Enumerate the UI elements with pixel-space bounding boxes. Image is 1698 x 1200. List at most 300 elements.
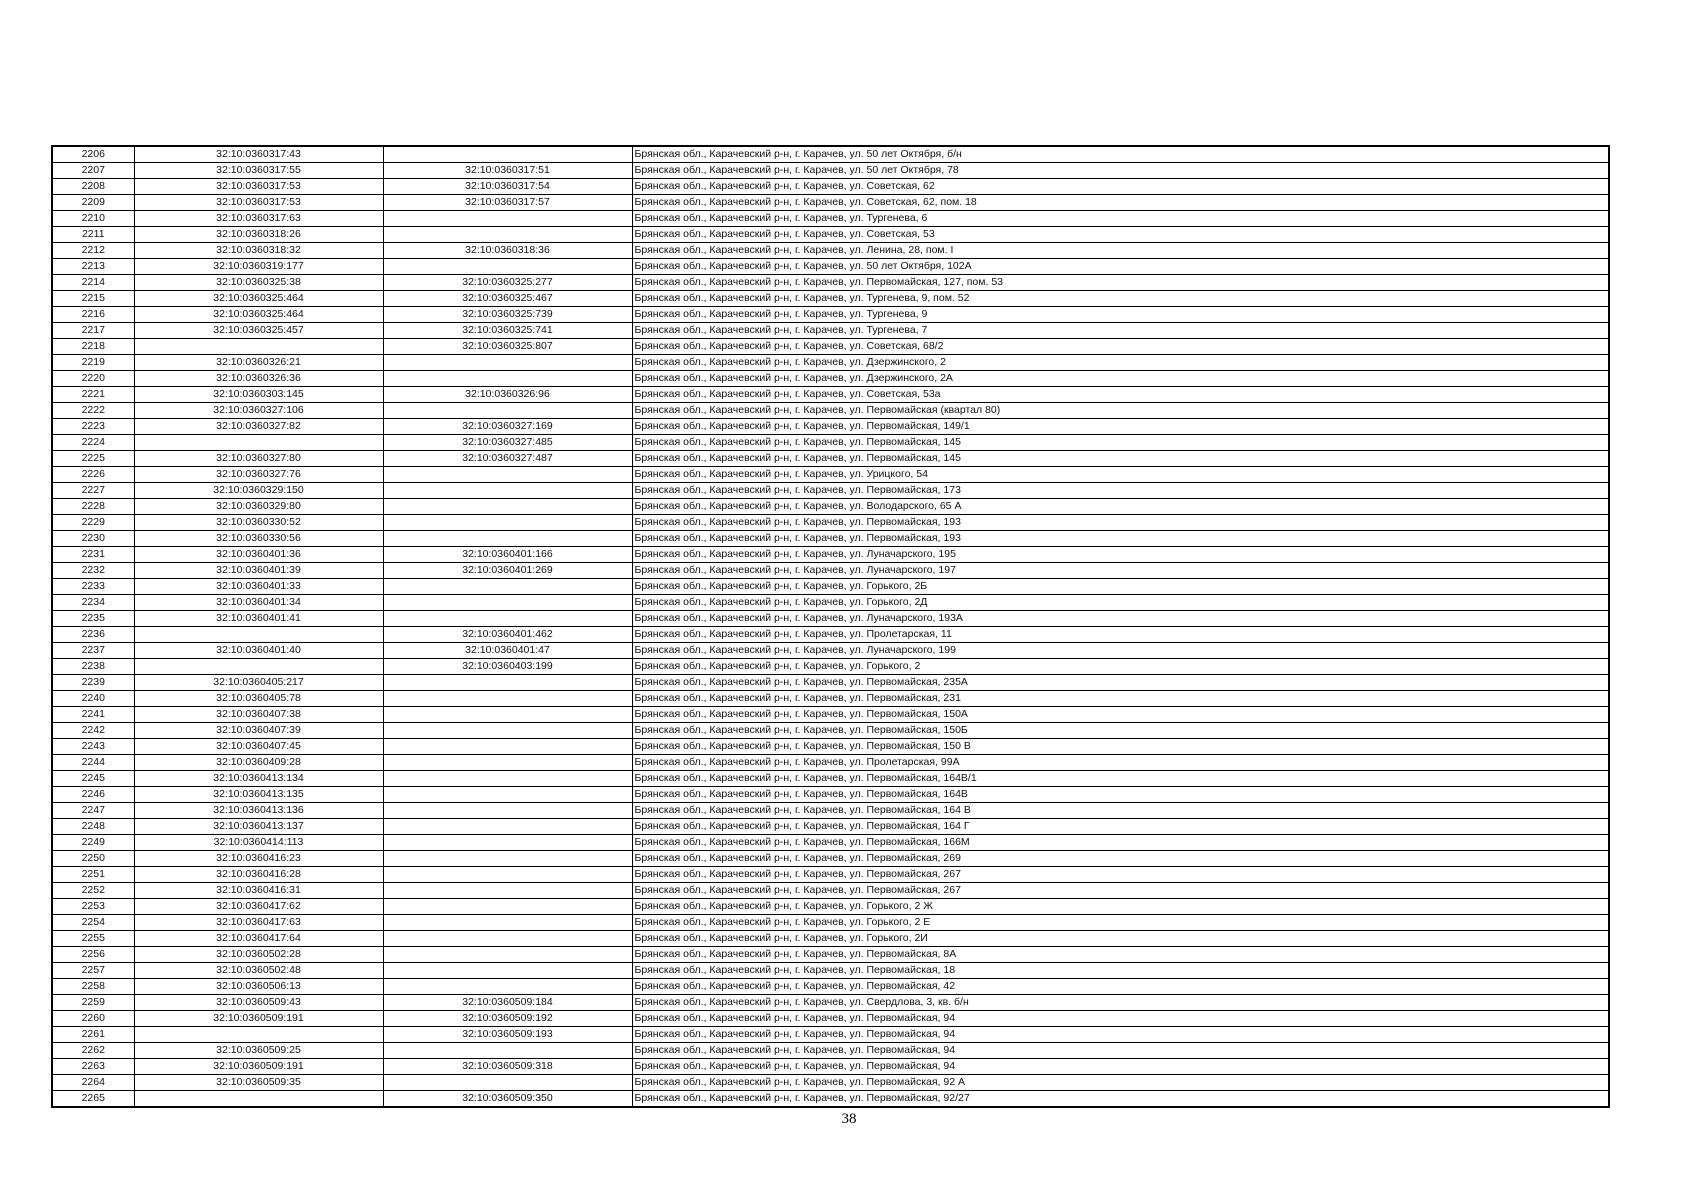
table-row [52, 275, 1609, 291]
address: Брянская обл., Карачевский р-н, г. Карачев, ул. Первомайская, 173 [632, 483, 1609, 499]
related-cadastral-number [383, 227, 632, 243]
table-row [52, 451, 1609, 467]
related-cadastral-number [383, 499, 632, 515]
cadastral-number: 32:10:0360416:28 [134, 867, 383, 883]
address: Брянская обл., Карачевский р-н, г. Карачев, ул. Горького, 2 [632, 659, 1609, 675]
row-number: 2232 [52, 563, 134, 579]
address: Брянская обл., Карачевский р-н, г. Карачев, ул. Первомайская, 92 А [632, 1075, 1609, 1091]
row-number: 2242 [52, 723, 134, 739]
row-number: 2206 [52, 146, 134, 163]
cadastral-number: 32:10:0360509:43 [134, 995, 383, 1011]
address: Брянская обл., Карачевский р-н, г. Карачев, ул. Володарского, 65 А [632, 499, 1609, 515]
address: Брянская обл., Карачевский р-н, г. Карачев, ул. Пролетарская, 99А [632, 755, 1609, 771]
cadastral-number: 32:10:0360318:32 [134, 243, 383, 259]
table-row [52, 867, 1609, 883]
address: Брянская обл., Карачевский р-н, г. Карачев, ул. Пролетарская, 11 [632, 627, 1609, 643]
row-number: 2224 [52, 435, 134, 451]
related-cadastral-number: 32:10:0360509:184 [383, 995, 632, 1011]
row-number: 2229 [52, 515, 134, 531]
row-number: 2238 [52, 659, 134, 675]
address: Брянская обл., Карачевский р-н, г. Карачев, ул. Первомайская, 267 [632, 867, 1609, 883]
related-cadastral-number [383, 963, 632, 979]
table-row [52, 435, 1609, 451]
related-cadastral-number: 32:10:0360509:350 [383, 1091, 632, 1108]
related-cadastral-number [383, 883, 632, 899]
address: Брянская обл., Карачевский р-н, г. Карачев, ул. Советская, 62 [632, 179, 1609, 195]
cadastral-number: 32:10:0360405:217 [134, 675, 383, 691]
table-row [52, 563, 1609, 579]
cadastral-number: 32:10:0360401:36 [134, 547, 383, 563]
row-number: 2249 [52, 835, 134, 851]
row-number: 2219 [52, 355, 134, 371]
address: Брянская обл., Карачевский р-н, г. Карачев, ул. Урицкого, 54 [632, 467, 1609, 483]
table-row [52, 595, 1609, 611]
address: Брянская обл., Карачевский р-н, г. Карачев, ул. Тургенева, 9, пом. 52 [632, 291, 1609, 307]
row-number: 2263 [52, 1059, 134, 1075]
registry-table-body [52, 146, 1609, 1107]
related-cadastral-number [383, 931, 632, 947]
row-number: 2240 [52, 691, 134, 707]
related-cadastral-number [383, 899, 632, 915]
table-row [52, 195, 1609, 211]
cadastral-number: 32:10:0360509:191 [134, 1059, 383, 1075]
address: Брянская обл., Карачевский р-н, г. Карачев, ул. Первомайская, 150 В [632, 739, 1609, 755]
address: Брянская обл., Карачевский р-н, г. Карачев, ул. Первомайская, 166М [632, 835, 1609, 851]
related-cadastral-number [383, 707, 632, 723]
address: Брянская обл., Карачевский р-н, г. Карачев, ул. Тургенева, 6 [632, 211, 1609, 227]
cadastral-number: 32:10:0360417:64 [134, 931, 383, 947]
table-row [52, 675, 1609, 691]
table-row [52, 355, 1609, 371]
cadastral-number: 32:10:0360414:113 [134, 835, 383, 851]
cadastral-number: 32:10:0360506:13 [134, 979, 383, 995]
table-row [52, 371, 1609, 387]
related-cadastral-number [383, 595, 632, 611]
table-row [52, 835, 1609, 851]
cadastral-number: 32:10:0360327:76 [134, 467, 383, 483]
table-row [52, 387, 1609, 403]
row-number: 2231 [52, 547, 134, 563]
cadastral-number: 32:10:0360407:39 [134, 723, 383, 739]
address: Брянская обл., Карачевский р-н, г. Карачев, ул. Свердлова, 3, кв. б/н [632, 995, 1609, 1011]
address: Брянская обл., Карачевский р-н, г. Карачев, ул. Первомайская, 164 В [632, 803, 1609, 819]
cadastral-number: 32:10:0360317:53 [134, 195, 383, 211]
table-row [52, 307, 1609, 323]
cadastral-number: 32:10:0360330:56 [134, 531, 383, 547]
related-cadastral-number [383, 211, 632, 227]
row-number: 2209 [52, 195, 134, 211]
related-cadastral-number [383, 483, 632, 499]
row-number: 2255 [52, 931, 134, 947]
row-number: 2244 [52, 755, 134, 771]
address: Брянская обл., Карачевский р-н, г. Карачев, ул. Дзержинского, 2А [632, 371, 1609, 387]
row-number: 2207 [52, 163, 134, 179]
table-row [52, 339, 1609, 355]
cadastral-number: 32:10:0360326:21 [134, 355, 383, 371]
cadastral-number: 32:10:0360509:35 [134, 1075, 383, 1091]
related-cadastral-number [383, 531, 632, 547]
cadastral-number: 32:10:0360502:48 [134, 963, 383, 979]
table-row [52, 915, 1609, 931]
table-row [52, 739, 1609, 755]
table-row [52, 1043, 1609, 1059]
related-cadastral-number [383, 146, 632, 163]
table-row [52, 323, 1609, 339]
row-number: 2222 [52, 403, 134, 419]
cadastral-number: 32:10:0360401:34 [134, 595, 383, 611]
address: Брянская обл., Карачевский р-н, г. Карачев, ул. Первомайская, 149/1 [632, 419, 1609, 435]
row-number: 2254 [52, 915, 134, 931]
cadastral-number [134, 1027, 383, 1043]
address: Брянская обл., Карачевский р-н, г. Карачев, ул. Горького, 2Б [632, 579, 1609, 595]
cadastral-number: 32:10:0360417:63 [134, 915, 383, 931]
row-number: 2256 [52, 947, 134, 963]
row-number: 2208 [52, 179, 134, 195]
cadastral-number: 32:10:0360413:135 [134, 787, 383, 803]
cadastral-number: 32:10:0360326:36 [134, 371, 383, 387]
table-row [52, 243, 1609, 259]
table-row [52, 1059, 1609, 1075]
table-row [52, 979, 1609, 995]
address: Брянская обл., Карачевский р-н, г. Карачев, ул. Первомайская, 267 [632, 883, 1609, 899]
related-cadastral-number: 32:10:0360318:36 [383, 243, 632, 259]
related-cadastral-number: 32:10:0360327:169 [383, 419, 632, 435]
table-row [52, 931, 1609, 947]
row-number: 2245 [52, 771, 134, 787]
cadastral-number: 32:10:0360407:38 [134, 707, 383, 723]
address: Брянская обл., Карачевский р-н, г. Карачев, ул. Горького, 2 Ж [632, 899, 1609, 915]
cadastral-number: 32:10:0360405:78 [134, 691, 383, 707]
cadastral-number: 32:10:0360409:28 [134, 755, 383, 771]
related-cadastral-number: 32:10:0360509:193 [383, 1027, 632, 1043]
address: Брянская обл., Карачевский р-н, г. Карачев, ул. Первомайская, 150Б [632, 723, 1609, 739]
row-number: 2253 [52, 899, 134, 915]
table-row [52, 723, 1609, 739]
related-cadastral-number [383, 739, 632, 755]
row-number: 2213 [52, 259, 134, 275]
cadastral-number: 32:10:0360325:464 [134, 307, 383, 323]
cadastral-number: 32:10:0360303:145 [134, 387, 383, 403]
related-cadastral-number [383, 755, 632, 771]
cadastral-number: 32:10:0360416:31 [134, 883, 383, 899]
related-cadastral-number [383, 467, 632, 483]
cadastral-number: 32:10:0360317:43 [134, 146, 383, 163]
related-cadastral-number [383, 515, 632, 531]
table-row [52, 579, 1609, 595]
related-cadastral-number: 32:10:0360325:739 [383, 307, 632, 323]
table-row [52, 883, 1609, 899]
cadastral-number: 32:10:0360413:136 [134, 803, 383, 819]
cadastral-number: 32:10:0360317:53 [134, 179, 383, 195]
cadastral-number: 32:10:0360329:80 [134, 499, 383, 515]
table-row [52, 707, 1609, 723]
cadastral-number: 32:10:0360317:63 [134, 211, 383, 227]
address: Брянская обл., Карачевский р-н, г. Карачев, ул. Советская, 53 [632, 227, 1609, 243]
related-cadastral-number [383, 1075, 632, 1091]
related-cadastral-number [383, 723, 632, 739]
table-row [52, 691, 1609, 707]
row-number: 2261 [52, 1027, 134, 1043]
cadastral-number: 32:10:0360401:39 [134, 563, 383, 579]
table-row [52, 1075, 1609, 1091]
address: Брянская обл., Карачевский р-н, г. Карачев, ул. Первомайская, 94 [632, 1027, 1609, 1043]
address: Брянская обл., Карачевский р-н, г. Карачев, ул. Ленина, 28, пом. I [632, 243, 1609, 259]
table-row [52, 531, 1609, 547]
row-number: 2220 [52, 371, 134, 387]
address: Брянская обл., Карачевский р-н, г. Карачев, ул. Первомайская, 235А [632, 675, 1609, 691]
table-row [52, 787, 1609, 803]
row-number: 2239 [52, 675, 134, 691]
table-row [52, 483, 1609, 499]
address: Брянская обл., Карачевский р-н, г. Карачев, ул. Дзержинского, 2 [632, 355, 1609, 371]
address: Брянская обл., Карачевский р-н, г. Карачев, ул. 50 лет Октября, б/н [632, 146, 1609, 163]
row-number: 2251 [52, 867, 134, 883]
related-cadastral-number [383, 819, 632, 835]
related-cadastral-number [383, 579, 632, 595]
row-number: 2216 [52, 307, 134, 323]
related-cadastral-number: 32:10:0360325:467 [383, 291, 632, 307]
table-row [52, 467, 1609, 483]
cadastral-number: 32:10:0360325:457 [134, 323, 383, 339]
cadastral-number [134, 435, 383, 451]
cadastral-number: 32:10:0360327:80 [134, 451, 383, 467]
row-number: 2230 [52, 531, 134, 547]
address: Брянская обл., Карачевский р-н, г. Карачев, ул. Горького, 2 Е [632, 915, 1609, 931]
row-number: 2210 [52, 211, 134, 227]
table-row [52, 499, 1609, 515]
cadastral-number: 32:10:0360317:55 [134, 163, 383, 179]
table-row [52, 963, 1609, 979]
cadastral-number: 32:10:0360413:137 [134, 819, 383, 835]
address: Брянская обл., Карачевский р-н, г. Карачев, ул. Луначарского, 197 [632, 563, 1609, 579]
address: Брянская обл., Карачевский р-н, г. Карачев, ул. Луначарского, 193А [632, 611, 1609, 627]
table-row [52, 899, 1609, 915]
row-number: 2248 [52, 819, 134, 835]
table-row [52, 211, 1609, 227]
related-cadastral-number: 32:10:0360325:741 [383, 323, 632, 339]
address: Брянская обл., Карачевский р-н, г. Карачев, ул. Первомайская, 231 [632, 691, 1609, 707]
table-row [52, 771, 1609, 787]
related-cadastral-number [383, 259, 632, 275]
cadastral-number: 32:10:0360325:464 [134, 291, 383, 307]
related-cadastral-number: 32:10:0360401:462 [383, 627, 632, 643]
cadastral-number: 32:10:0360325:38 [134, 275, 383, 291]
row-number: 2212 [52, 243, 134, 259]
cadastral-number: 32:10:0360401:40 [134, 643, 383, 659]
row-number: 2227 [52, 483, 134, 499]
address: Брянская обл., Карачевский р-н, г. Карачев, ул. Первомайская, 164В [632, 787, 1609, 803]
address: Брянская обл., Карачевский р-н, г. Карачев, ул. Первомайская, 145 [632, 435, 1609, 451]
row-number: 2243 [52, 739, 134, 755]
related-cadastral-number: 32:10:0360317:54 [383, 179, 632, 195]
address: Брянская обл., Карачевский р-н, г. Карачев, ул. Первомайская, 145 [632, 451, 1609, 467]
table-row [52, 403, 1609, 419]
cadastral-number [134, 1091, 383, 1108]
address: Брянская обл., Карачевский р-н, г. Карачев, ул. Советская, 62, пом. 18 [632, 195, 1609, 211]
table-row [52, 1091, 1609, 1108]
address: Брянская обл., Карачевский р-н, г. Карачев, ул. 50 лет Октября, 102А [632, 259, 1609, 275]
table-row [52, 947, 1609, 963]
related-cadastral-number [383, 947, 632, 963]
cadastral-number: 32:10:0360502:28 [134, 947, 383, 963]
address: Брянская обл., Карачевский р-н, г. Карачев, ул. Тургенева, 9 [632, 307, 1609, 323]
row-number: 2225 [52, 451, 134, 467]
address: Брянская обл., Карачевский р-н, г. Карачев, ул. Первомайская, 193 [632, 515, 1609, 531]
related-cadastral-number [383, 771, 632, 787]
cadastral-number: 32:10:0360319:177 [134, 259, 383, 275]
address: Брянская обл., Карачевский р-н, г. Карачев, ул. Первомайская, 92/27 [632, 1091, 1609, 1108]
table-row [52, 179, 1609, 195]
row-number: 2228 [52, 499, 134, 515]
row-number: 2226 [52, 467, 134, 483]
row-number: 2221 [52, 387, 134, 403]
cadastral-number: 32:10:0360330:52 [134, 515, 383, 531]
cadastral-number: 32:10:0360318:26 [134, 227, 383, 243]
cadastral-number: 32:10:0360401:41 [134, 611, 383, 627]
address: Брянская обл., Карачевский р-н, г. Карачев, ул. Горького, 2И [632, 931, 1609, 947]
row-number: 2259 [52, 995, 134, 1011]
related-cadastral-number: 32:10:0360326:96 [383, 387, 632, 403]
related-cadastral-number: 32:10:0360401:47 [383, 643, 632, 659]
row-number: 2264 [52, 1075, 134, 1091]
row-number: 2265 [52, 1091, 134, 1108]
table-row [52, 291, 1609, 307]
related-cadastral-number: 32:10:0360403:199 [383, 659, 632, 675]
row-number: 2215 [52, 291, 134, 307]
table-row [52, 259, 1609, 275]
cadastral-number [134, 659, 383, 675]
related-cadastral-number [383, 867, 632, 883]
related-cadastral-number: 32:10:0360401:269 [383, 563, 632, 579]
table-row [52, 1027, 1609, 1043]
address: Брянская обл., Карачевский р-н, г. Карачев, ул. Первомайская, 164В/1 [632, 771, 1609, 787]
cadastral-number [134, 339, 383, 355]
table-row [52, 419, 1609, 435]
address: Брянская обл., Карачевский р-н, г. Карачев, ул. Первомайская, 127, пом. 53 [632, 275, 1609, 291]
cadastral-number: 32:10:0360401:33 [134, 579, 383, 595]
address: Брянская обл., Карачевский р-н, г. Карачев, ул. Луначарского, 199 [632, 643, 1609, 659]
row-number: 2217 [52, 323, 134, 339]
related-cadastral-number [383, 691, 632, 707]
table-row [52, 643, 1609, 659]
cadastral-number [134, 627, 383, 643]
cadastral-number: 32:10:0360417:62 [134, 899, 383, 915]
related-cadastral-number: 32:10:0360327:485 [383, 435, 632, 451]
row-number: 2247 [52, 803, 134, 819]
address: Брянская обл., Карачевский р-н, г. Карачев, ул. Первомайская, 164 Г [632, 819, 1609, 835]
address: Брянская обл., Карачевский р-н, г. Карачев, ул. 50 лет Октября, 78 [632, 163, 1609, 179]
row-number: 2258 [52, 979, 134, 995]
table-row [52, 1011, 1609, 1027]
related-cadastral-number [383, 675, 632, 691]
row-number: 2235 [52, 611, 134, 627]
related-cadastral-number [383, 787, 632, 803]
row-number: 2236 [52, 627, 134, 643]
table-row [52, 611, 1609, 627]
cadastral-number: 32:10:0360509:25 [134, 1043, 383, 1059]
related-cadastral-number [383, 371, 632, 387]
page-number: 38 [841, 1111, 857, 1127]
related-cadastral-number: 32:10:0360325:807 [383, 339, 632, 355]
address: Брянская обл., Карачевский р-н, г. Карачев, ул. Первомайская (квартал 80) [632, 403, 1609, 419]
row-number: 2257 [52, 963, 134, 979]
cadastral-number: 32:10:0360413:134 [134, 771, 383, 787]
row-number: 2252 [52, 883, 134, 899]
related-cadastral-number [383, 403, 632, 419]
row-number: 2241 [52, 707, 134, 723]
row-number: 2233 [52, 579, 134, 595]
related-cadastral-number: 32:10:0360327:487 [383, 451, 632, 467]
row-number: 2214 [52, 275, 134, 291]
address: Брянская обл., Карачевский р-н, г. Карачев, ул. Советская, 53а [632, 387, 1609, 403]
cadastral-number: 32:10:0360416:23 [134, 851, 383, 867]
address: Брянская обл., Карачевский р-н, г. Карачев, ул. Первомайская, 42 [632, 979, 1609, 995]
related-cadastral-number [383, 355, 632, 371]
table-row [52, 547, 1609, 563]
cadastral-number: 32:10:0360327:82 [134, 419, 383, 435]
row-number: 2250 [52, 851, 134, 867]
related-cadastral-number [383, 979, 632, 995]
row-number: 2234 [52, 595, 134, 611]
related-cadastral-number: 32:10:0360325:277 [383, 275, 632, 291]
related-cadastral-number [383, 1043, 632, 1059]
related-cadastral-number [383, 611, 632, 627]
cadastral-number: 32:10:0360327:106 [134, 403, 383, 419]
row-number: 2262 [52, 1043, 134, 1059]
table-row [52, 627, 1609, 643]
related-cadastral-number: 32:10:0360317:51 [383, 163, 632, 179]
address: Брянская обл., Карачевский р-н, г. Карачев, ул. Первомайская, 150А [632, 707, 1609, 723]
table-row [52, 803, 1609, 819]
address: Брянская обл., Карачевский р-н, г. Карачев, ул. Первомайская, 8А [632, 947, 1609, 963]
cadastral-number: 32:10:0360329:150 [134, 483, 383, 499]
address: Брянская обл., Карачевский р-н, г. Карачев, ул. Первомайская, 94 [632, 1011, 1609, 1027]
row-number: 2237 [52, 643, 134, 659]
cadastral-number: 32:10:0360407:45 [134, 739, 383, 755]
table-row [52, 146, 1609, 163]
address: Брянская обл., Карачевский р-н, г. Карачев, ул. Горького, 2Д [632, 595, 1609, 611]
table-row [52, 659, 1609, 675]
related-cadastral-number [383, 915, 632, 931]
address: Брянская обл., Карачевский р-н, г. Карачев, ул. Первомайская, 94 [632, 1059, 1609, 1075]
address: Брянская обл., Карачевский р-н, г. Карачев, ул. Первомайская, 269 [632, 851, 1609, 867]
row-number: 2223 [52, 419, 134, 435]
related-cadastral-number [383, 851, 632, 867]
table-row [52, 755, 1609, 771]
table-row [52, 851, 1609, 867]
cadastral-number: 32:10:0360509:191 [134, 1011, 383, 1027]
table-row [52, 163, 1609, 179]
row-number: 2218 [52, 339, 134, 355]
registry-table [51, 145, 1610, 1108]
address: Брянская обл., Карачевский р-н, г. Карачев, ул. Первомайская, 193 [632, 531, 1609, 547]
address: Брянская обл., Карачевский р-н, г. Карачев, ул. Луначарского, 195 [632, 547, 1609, 563]
related-cadastral-number: 32:10:0360317:57 [383, 195, 632, 211]
address: Брянская обл., Карачевский р-н, г. Карачев, ул. Тургенева, 7 [632, 323, 1609, 339]
table-row [52, 995, 1609, 1011]
address: Брянская обл., Карачевский р-н, г. Карачев, ул. Первомайская, 18 [632, 963, 1609, 979]
table-row [52, 819, 1609, 835]
address: Брянская обл., Карачевский р-н, г. Карачев, ул. Первомайская, 94 [632, 1043, 1609, 1059]
address: Брянская обл., Карачевский р-н, г. Карачев, ул. Советская, 68/2 [632, 339, 1609, 355]
related-cadastral-number: 32:10:0360509:192 [383, 1011, 632, 1027]
related-cadastral-number: 32:10:0360401:166 [383, 547, 632, 563]
table-row [52, 227, 1609, 243]
table-row [52, 515, 1609, 531]
row-number: 2246 [52, 787, 134, 803]
row-number: 2211 [52, 227, 134, 243]
related-cadastral-number [383, 835, 632, 851]
